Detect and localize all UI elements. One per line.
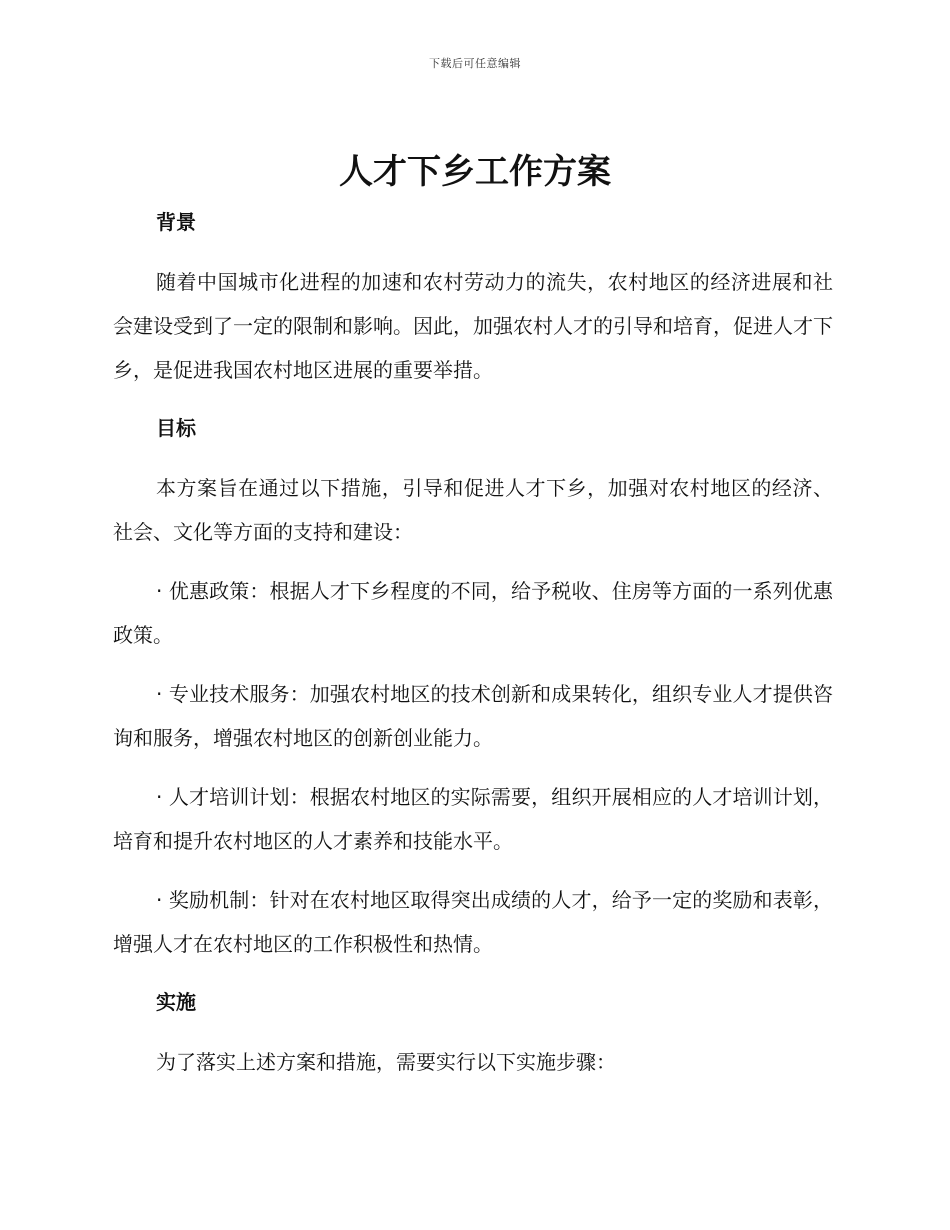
section-heading-goals: 目标 — [156, 416, 196, 440]
implementation-intro-paragraph: 为了落实上述方案和措施，需要实行以下实施步骤： — [156, 1050, 616, 1074]
background-paragraph: 随着中国城市化进程的加速和农村劳动力的流失，农村地区的经济进展和社会建设受到了一定的限制和影响。因此，加强农村人才的引导和培育，促进人才下乡，是促进我国农村地区进展的重要举措。 — [113, 270, 833, 382]
document-title: 人才下乡工作方案 — [339, 152, 611, 192]
section-heading-background: 背景 — [156, 210, 196, 234]
goal-item-technical-service: · 专业技术服务：加强农村地区的技术创新和成果转化，组织专业人才提供咨询和服务，增强农村地区的创新创业能力。 — [113, 682, 833, 750]
document-body — [113, 200, 833, 1084]
goal-item-training-plan: · 人才培训计划：根据农村地区的实际需要，组织开展相应的人才培训计划，培育和提升农村地区的人才素养和技能水平。 — [113, 785, 833, 853]
goal-item-preferential-policy: · 优惠政策：根据人才下乡程度的不同，给予税收、住房等方面的一系列优惠政策。 — [113, 579, 833, 647]
goal-item-reward-mechanism: · 奖励机制：针对在农村地区取得突出成绩的人才，给予一定的奖励和表彰，增强人才在农村地区的工作积极性和热情。 — [113, 888, 833, 956]
page-header-note: 下载后可任意编辑 — [429, 57, 521, 70]
section-heading-implementation: 实施 — [156, 990, 196, 1014]
goals-intro-paragraph: 本方案旨在通过以下措施，引导和促进人才下乡，加强对农村地区的经济、社会、文化等方面的支持和建设： — [113, 476, 833, 544]
